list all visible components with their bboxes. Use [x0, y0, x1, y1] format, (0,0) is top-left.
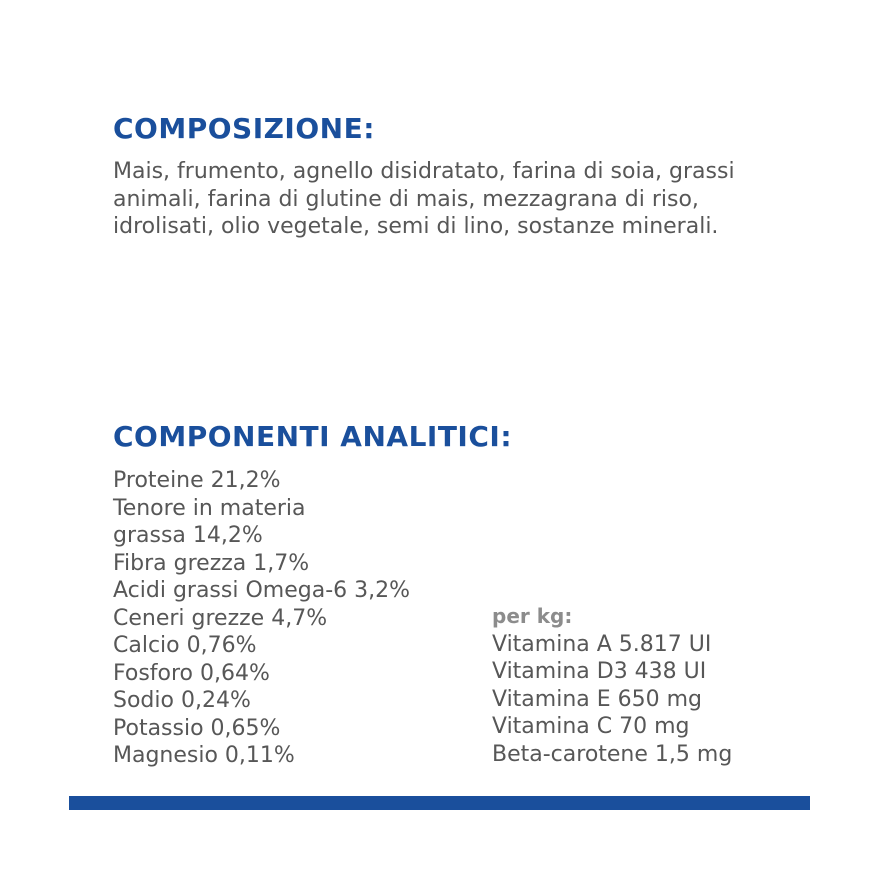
analytical-line: Calcio 0,76% — [113, 633, 257, 658]
vitamin-line: Vitamina A 5.817 UI — [492, 631, 712, 657]
per-kg-label: per kg: — [492, 604, 573, 628]
vitamin-line: Vitamina E 650 mg — [492, 686, 703, 712]
analytical-line: Acidi grassi Omega-6 3,2% — [113, 578, 411, 603]
analytical-line: grassa 14,2% — [113, 523, 263, 548]
analytical-line: Proteine 21,2% — [113, 468, 281, 493]
bottom-divider-bar — [69, 796, 810, 810]
analytical-line: Magnesio 0,11% — [113, 743, 295, 768]
vitamin-list — [492, 631, 732, 769]
analytical-components-list — [113, 467, 410, 770]
analytical-line: Sodio 0,24% — [113, 688, 251, 713]
analytical-line: Fosforo 0,64% — [113, 660, 270, 686]
composition-heading: COMPOSIZIONE: — [113, 112, 375, 145]
vitamin-line: Vitamina D3 438 UI — [492, 659, 707, 684]
per-kg-block — [492, 603, 732, 768]
composition-text: Mais, frumento, agnello disidratato, farina di soia, grassi animali, farina di glutine di mais, mezzagrana di riso, idrolisati, olio vegetale, semi di lino, sostanze minerali. — [113, 159, 735, 239]
analytical-line: Ceneri grezze 4,7% — [113, 605, 328, 631]
vitamin-line: Vitamina C 70 mg — [492, 714, 690, 739]
analytical-line: Tenore in materia — [113, 495, 306, 521]
analytical-line: Fibra grezza 1,7% — [113, 550, 310, 576]
analytical-line: Potassio 0,65% — [113, 715, 281, 741]
analytical-components-heading: COMPONENTI ANALITICI: — [113, 420, 513, 453]
vitamin-line: Beta-carotene 1,5 mg — [492, 741, 733, 767]
